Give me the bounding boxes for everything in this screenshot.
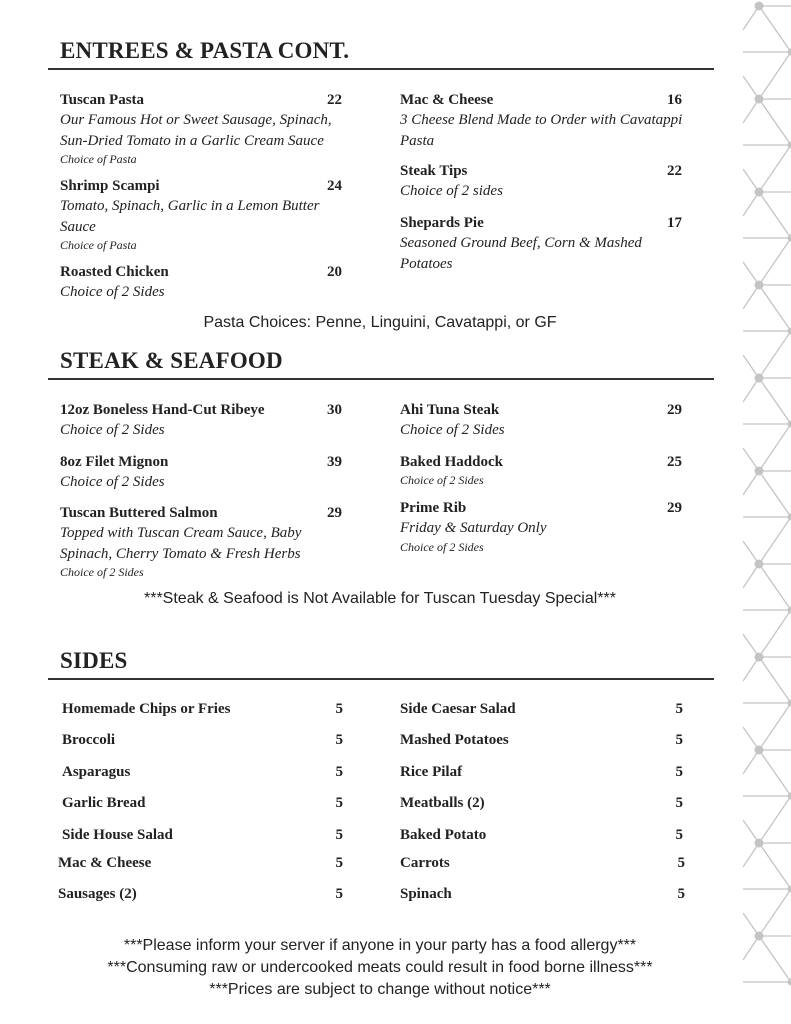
side-price: 5: [335, 886, 343, 902]
border-line: [759, 843, 791, 889]
border-dot: [755, 2, 764, 11]
item-name: Tuscan Pasta: [60, 92, 145, 108]
side-name: Meatballs (2): [400, 795, 485, 811]
side-name: Garlic Bread: [62, 795, 146, 811]
menu-item: [400, 400, 682, 441]
item-description: 3 Cheese Blend Made to Order with Cavatappi: [400, 112, 683, 128]
border-dot: [755, 932, 764, 941]
border-line: [759, 657, 791, 703]
border-line: [759, 378, 791, 424]
side-price: 5: [335, 701, 343, 717]
item-name: Mac & Cheese: [400, 92, 494, 108]
item-choice-note: Choice of Pasta: [60, 152, 137, 166]
border-line: [759, 331, 791, 378]
item-price: 22: [667, 163, 682, 179]
item-price: 30: [327, 402, 342, 418]
side-item: [400, 825, 683, 845]
item-choice-note: Choice of 2 Sides: [400, 539, 484, 554]
item-choice-note: Choice of 2 Sides: [400, 473, 484, 487]
side-item: [62, 699, 343, 719]
menu-item: [400, 90, 682, 151]
item-name-row: [400, 400, 682, 420]
item-description: Choice of 2 Sides: [60, 422, 165, 438]
section-heading-sides: SIDES: [60, 648, 128, 673]
item-name: Baked Haddock: [400, 454, 503, 470]
border-dot: [788, 49, 791, 56]
side-price: 5: [675, 764, 683, 780]
side-price: 5: [335, 855, 343, 871]
border-dot: [788, 514, 791, 521]
side-item: [62, 762, 343, 782]
item-name-row: [60, 262, 342, 282]
item-choice-note: Choice of 2 Sides: [60, 565, 144, 579]
border-dot: [755, 746, 764, 755]
side-item: [62, 825, 343, 845]
section-heading-steak-seafood: STEAK & SEAFOOD: [60, 348, 283, 373]
footer-raw-meat-note: ***Consuming raw or undercooked meats could result in food borne illness***: [107, 959, 653, 976]
item-description: Topped with Tuscan Cream Sauce, Baby: [60, 525, 302, 541]
border-dot: [788, 700, 791, 707]
item-name-row: [400, 213, 682, 233]
border-dot: [755, 188, 764, 197]
item-description: Sauce: [60, 218, 96, 235]
menu-item: [60, 90, 342, 167]
side-item: [400, 793, 683, 813]
border-line: [759, 750, 791, 796]
side-name: Spinach: [400, 886, 452, 902]
item-price: 25: [667, 454, 682, 470]
border-line: [759, 192, 791, 238]
item-description: Choice of 2 Sides: [60, 474, 165, 490]
menu-item: [400, 452, 682, 488]
item-description: Sun-Dried Tomato in a Garlic Cream Sauce: [60, 132, 324, 149]
divider: [48, 678, 714, 680]
item-name-row: [60, 452, 342, 472]
side-name: Baked Potato: [400, 827, 487, 843]
side-name: Mac & Cheese: [58, 855, 152, 871]
border-line: [759, 99, 791, 145]
footer-prices-note: ***Prices are subject to change without notice***: [209, 981, 551, 998]
border-line: [759, 610, 791, 657]
item-name: 12oz Boneless Hand-Cut Ribeye: [60, 402, 265, 418]
menu-item: [400, 161, 682, 202]
border-line: [759, 796, 791, 843]
border-line: [759, 285, 791, 331]
side-price: 5: [675, 827, 683, 843]
side-item: [400, 699, 683, 719]
item-name: Ahi Tuna Steak: [400, 402, 500, 418]
item-description: Tomato, Spinach, Garlic in a Lemon Butter: [60, 198, 320, 214]
item-name: Prime Rib: [400, 500, 467, 516]
border-dot: [788, 607, 791, 614]
side-item: [400, 884, 685, 904]
border-line: [759, 6, 791, 52]
border-line: [759, 517, 791, 564]
item-price: 39: [327, 454, 342, 470]
item-description: Potatoes: [400, 255, 453, 272]
border-dot: [788, 142, 791, 149]
border-dot: [755, 95, 764, 104]
border-line: [759, 145, 791, 192]
item-description: Choice of 2 Sides: [400, 422, 505, 438]
border-line: [759, 703, 791, 750]
item-name: 8oz Filet Mignon: [60, 454, 169, 470]
border-line: [759, 52, 791, 99]
menu-item: [60, 176, 342, 253]
decorative-geometric-border: [743, 0, 791, 1024]
side-name: Carrots: [400, 855, 450, 871]
footer-allergy-note: ***Please inform your server if anyone in your party has a food allergy***: [123, 937, 637, 954]
item-name: Shrimp Scampi: [60, 178, 160, 194]
side-price: 5: [335, 795, 343, 811]
item-description: Choice of 2 Sides: [60, 284, 165, 300]
border-dot: [755, 467, 764, 476]
item-price: 16: [667, 92, 682, 108]
menu-item: [60, 400, 342, 441]
pasta-choices-note: Pasta Choices: Penne, Linguini, Cavatappi, or GF: [203, 314, 557, 331]
item-name: Tuscan Buttered Salmon: [60, 505, 218, 521]
item-description: Seasoned Ground Beef, Corn & Mashed: [400, 235, 642, 251]
border-line: [759, 238, 791, 285]
item-name-row: [60, 503, 342, 523]
item-name: Steak Tips: [400, 163, 468, 179]
item-name-row: [60, 90, 342, 110]
border-line: [759, 424, 791, 471]
side-price: 5: [677, 855, 685, 871]
border-dot: [755, 281, 764, 290]
border-dot: [788, 421, 791, 428]
item-name-row: [400, 161, 682, 181]
border-line: [759, 936, 791, 982]
side-price: 5: [677, 886, 685, 902]
menu-item: [60, 503, 342, 580]
side-item: [58, 884, 343, 904]
item-price: 20: [327, 264, 342, 280]
item-description: Choice of 2 sides: [400, 183, 503, 199]
item-name-row: [60, 176, 342, 196]
side-item: [400, 853, 685, 873]
item-name: Shepards Pie: [400, 215, 484, 231]
menu-item: [60, 262, 342, 303]
item-name-row: [60, 400, 342, 420]
item-price: 17: [667, 215, 682, 231]
border-dot: [755, 839, 764, 848]
border-line: [759, 889, 791, 936]
item-name-row: [400, 498, 682, 518]
item-description: Friday & Saturday Only: [400, 520, 547, 536]
item-price: 29: [667, 500, 682, 516]
border-line: [759, 471, 791, 517]
side-name: Homemade Chips or Fries: [62, 701, 231, 717]
item-name-row: [400, 90, 682, 110]
side-item: [58, 853, 343, 873]
side-name: Mashed Potatoes: [400, 732, 509, 748]
section-heading-entrees: ENTREES & PASTA CONT.: [60, 38, 350, 63]
side-name: Side Caesar Salad: [400, 701, 516, 717]
border-line: [759, 564, 791, 610]
divider: [48, 68, 714, 70]
item-description: Our Famous Hot or Sweet Sausage, Spinach,: [60, 112, 332, 128]
item-description: Spinach, Cherry Tomato & Fresh Herbs: [60, 545, 301, 562]
menu-item: [400, 213, 682, 274]
border-dot: [788, 886, 791, 893]
border-dot: [755, 653, 764, 662]
item-description: Pasta: [400, 132, 435, 149]
side-name: Sausages (2): [58, 886, 137, 902]
border-dot: [788, 793, 791, 800]
divider: [48, 378, 714, 380]
side-item: [400, 730, 683, 750]
steak-availability-note: ***Steak & Seafood is Not Available for Tuscan Tuesday Special***: [144, 590, 616, 607]
side-item: [62, 793, 343, 813]
side-item: [62, 730, 343, 750]
side-price: 5: [335, 764, 343, 780]
side-item: [400, 762, 683, 782]
item-price: 29: [667, 402, 682, 418]
side-price: 5: [675, 795, 683, 811]
item-price: 29: [327, 505, 342, 521]
side-name: Asparagus: [62, 764, 131, 780]
item-name-row: [400, 452, 682, 472]
border-dot: [788, 235, 791, 242]
side-price: 5: [675, 732, 683, 748]
border-dot: [755, 374, 764, 383]
item-price: 24: [327, 178, 342, 194]
item-choice-note: Choice of Pasta: [60, 238, 137, 252]
item-name: Roasted Chicken: [60, 264, 169, 280]
side-name: Broccoli: [62, 732, 116, 748]
side-name: Rice Pilaf: [400, 764, 463, 780]
side-price: 5: [675, 701, 683, 717]
side-price: 5: [335, 827, 343, 843]
side-price: 5: [335, 732, 343, 748]
side-name: Side House Salad: [62, 827, 173, 843]
border-dot: [788, 328, 791, 335]
border-dot: [755, 560, 764, 569]
menu-item: [60, 452, 342, 493]
menu-item: [400, 498, 682, 555]
border-dot: [788, 979, 791, 986]
item-price: 22: [327, 92, 342, 108]
